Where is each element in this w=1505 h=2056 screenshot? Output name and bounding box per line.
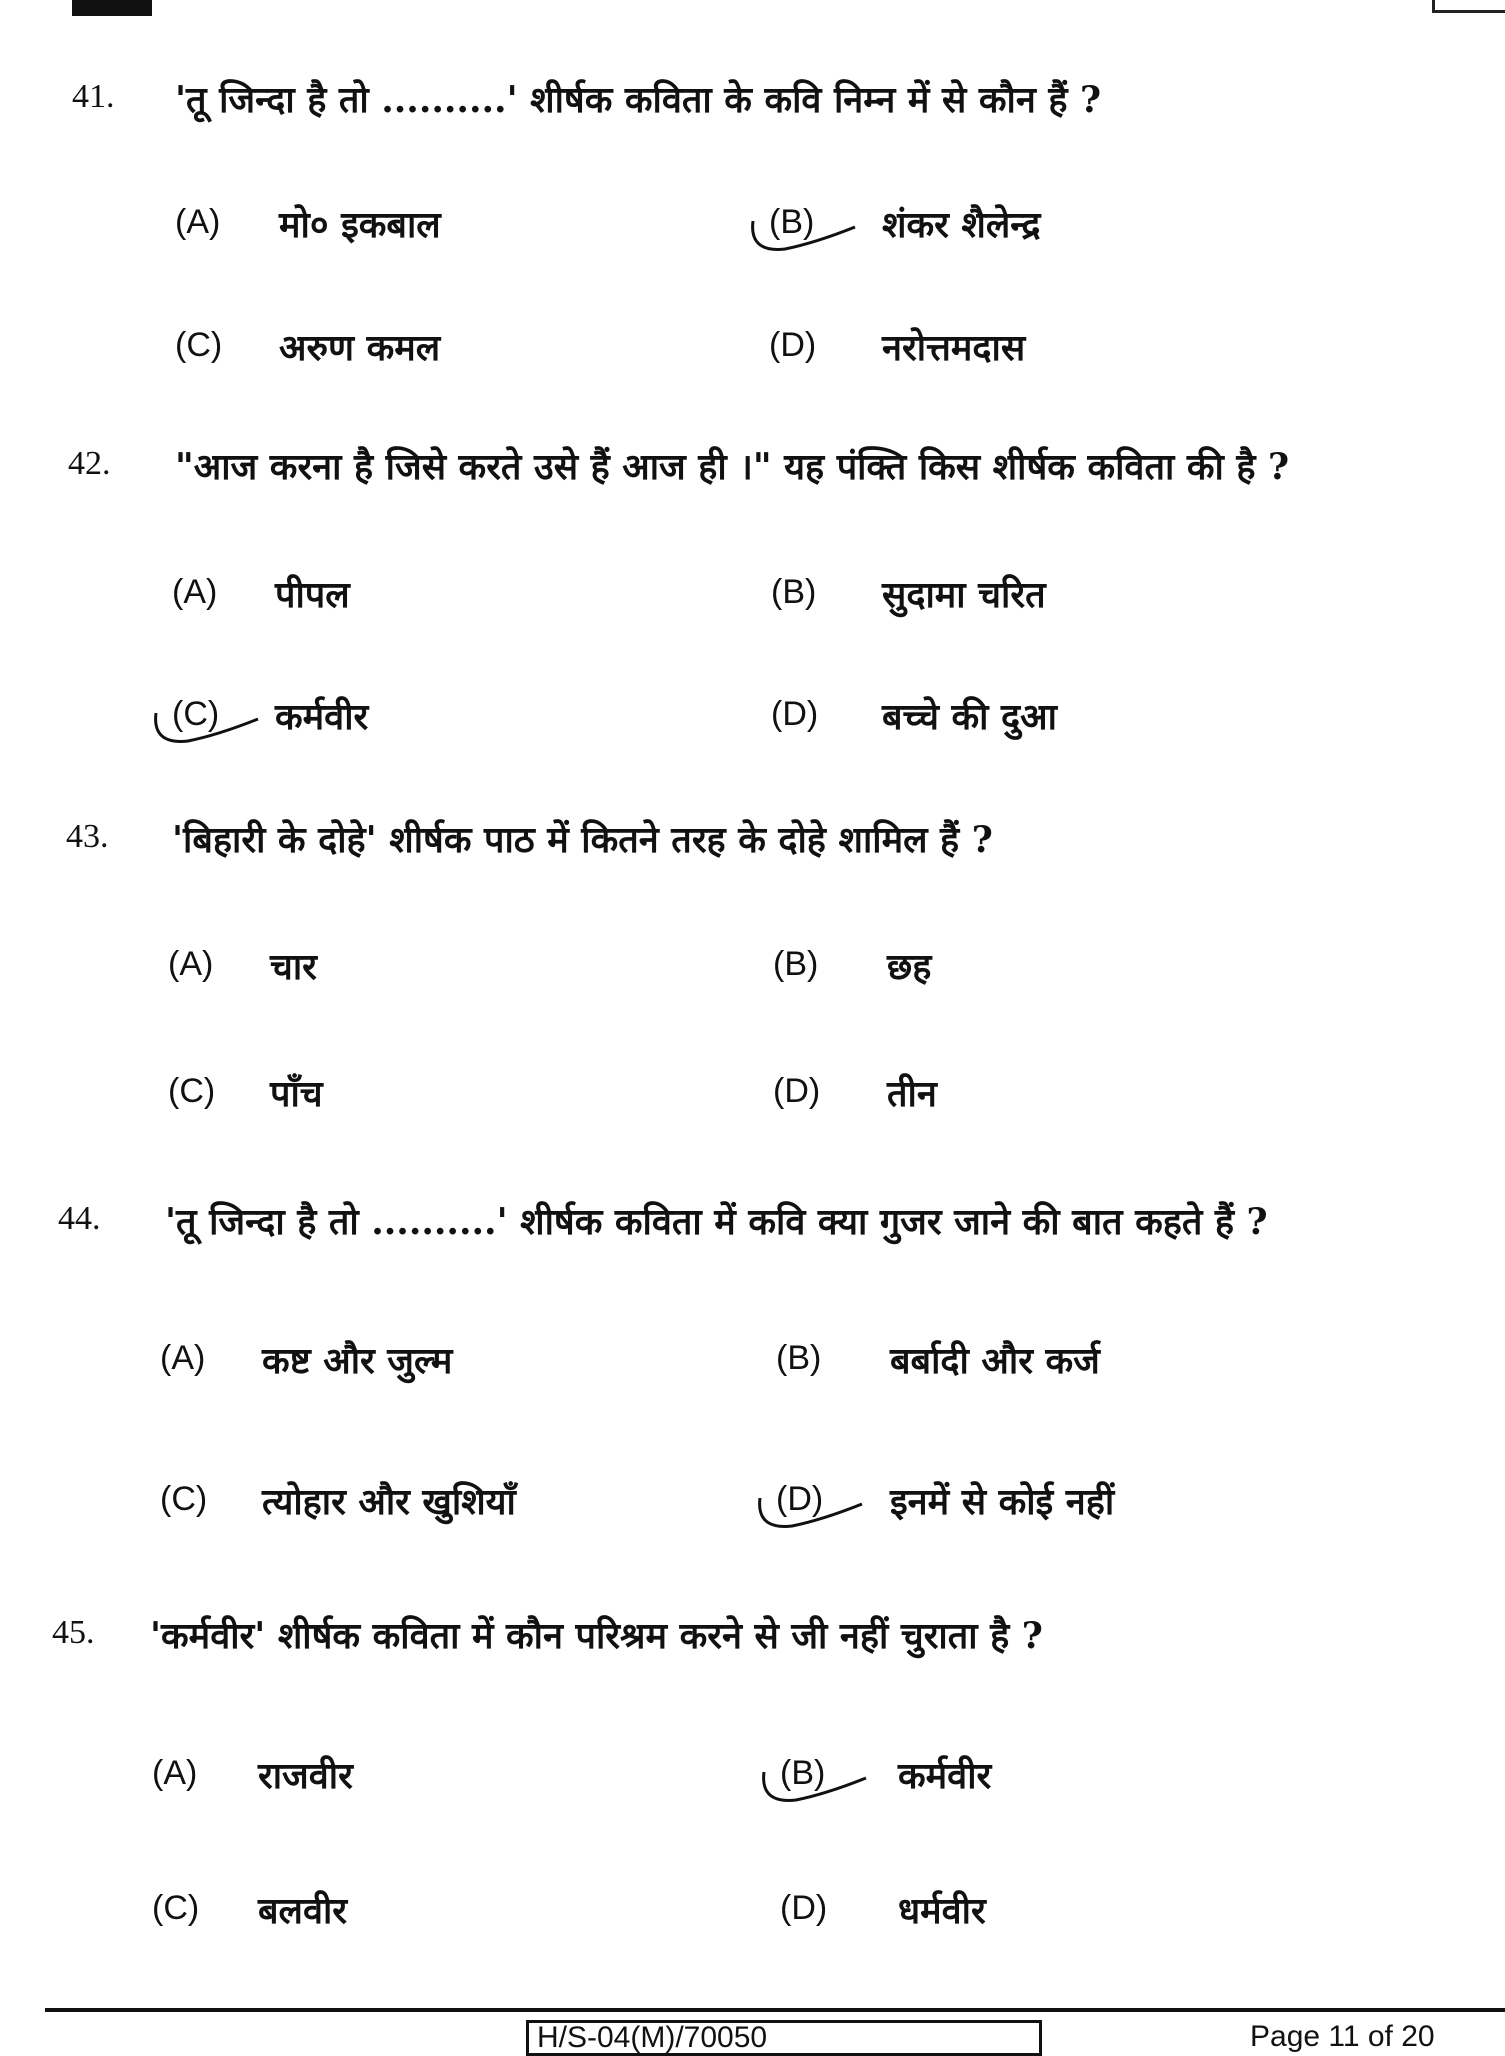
question-text: "आज करना है जिसे करते उसे हैं आज ही ।" यह पंक्ति किस शीर्षक कविता की है ? (175, 446, 1290, 488)
option-text: कष्ट और जुल्म (262, 1340, 453, 1382)
option-text: शंकर शैलेन्द्र (882, 204, 1041, 246)
option-label: (C) (172, 695, 220, 733)
question-number: 42. (68, 445, 111, 482)
paper-code: H/S-04(M)/70050 (526, 2020, 1042, 2056)
option-label: (C) (175, 326, 223, 364)
option-label: (D) (776, 1480, 824, 1518)
option-label: (B) (769, 203, 815, 241)
option-text: इनमें से कोई नहीं (890, 1481, 1115, 1523)
option-label: (B) (780, 1754, 826, 1792)
question-text: 'बिहारी के दोहे' शीर्षक पाठ में कितने तरह के दोहे शामिल हैं ? (172, 819, 993, 861)
question-number: 43. (66, 818, 109, 855)
option-label: (B) (771, 573, 817, 611)
option-label: (D) (769, 326, 817, 364)
option-text: बर्बादी और कर्ज (890, 1340, 1100, 1382)
option-text: राजवीर (258, 1755, 353, 1797)
answer-tick-mark (752, 1490, 862, 1540)
option-label: (B) (773, 945, 819, 983)
option-label: (C) (160, 1480, 208, 1518)
option-text: मो० इकबाल (279, 204, 441, 246)
option-label: (D) (773, 1072, 821, 1110)
option-text: बच्चे की दुआ (882, 696, 1057, 738)
option-label: (A) (160, 1339, 206, 1377)
option-label: (A) (168, 945, 214, 983)
footer-rule (45, 2008, 1505, 2012)
option-text: नरोत्तमदास (882, 327, 1026, 369)
question-text: 'तू जिन्दा है तो ..........' शीर्षक कविता के कवि निम्न में से कौन हैं ? (175, 79, 1102, 121)
page-bracket (1432, 0, 1505, 13)
option-text: सुदामा चरित (882, 574, 1046, 616)
question-text: 'कर्मवीर' शीर्षक कविता में कौन परिश्रम करने से जी नहीं चुराता है ? (150, 1615, 1043, 1657)
page-number: Page 11 of 20 (1250, 2020, 1435, 2053)
answer-tick-mark (745, 213, 855, 263)
question-number: 44. (58, 1200, 101, 1237)
option-text: तीन (887, 1073, 937, 1115)
question-number: 45. (52, 1614, 95, 1651)
option-text: छह (887, 946, 932, 988)
option-label: (D) (780, 1889, 828, 1927)
option-label: (A) (152, 1754, 198, 1792)
option-text: त्योहार और खुशियाँ (262, 1481, 516, 1523)
option-label: (C) (168, 1072, 216, 1110)
option-text: पाँच (270, 1073, 323, 1115)
option-text: कर्मवीर (898, 1755, 992, 1797)
question-number: 41. (72, 78, 115, 115)
option-label: (A) (175, 203, 221, 241)
option-label: (C) (152, 1889, 200, 1927)
option-text: पीपल (275, 574, 350, 616)
option-label: (D) (771, 695, 819, 733)
answer-tick-mark (148, 705, 258, 755)
option-label: (B) (776, 1339, 822, 1377)
option-text: बलवीर (258, 1890, 348, 1932)
answer-tick-mark (756, 1764, 866, 1814)
option-text: अरुण कमल (279, 327, 441, 369)
question-text: 'तू जिन्दा है तो ..........' शीर्षक कविता में कवि क्या गुजर जाने की बात कहते हैं ? (165, 1201, 1268, 1243)
corner-marker (72, 0, 152, 16)
option-text: धर्मवीर (898, 1890, 986, 1932)
option-label: (A) (172, 573, 218, 611)
option-text: कर्मवीर (275, 696, 369, 738)
option-text: चार (270, 946, 317, 988)
